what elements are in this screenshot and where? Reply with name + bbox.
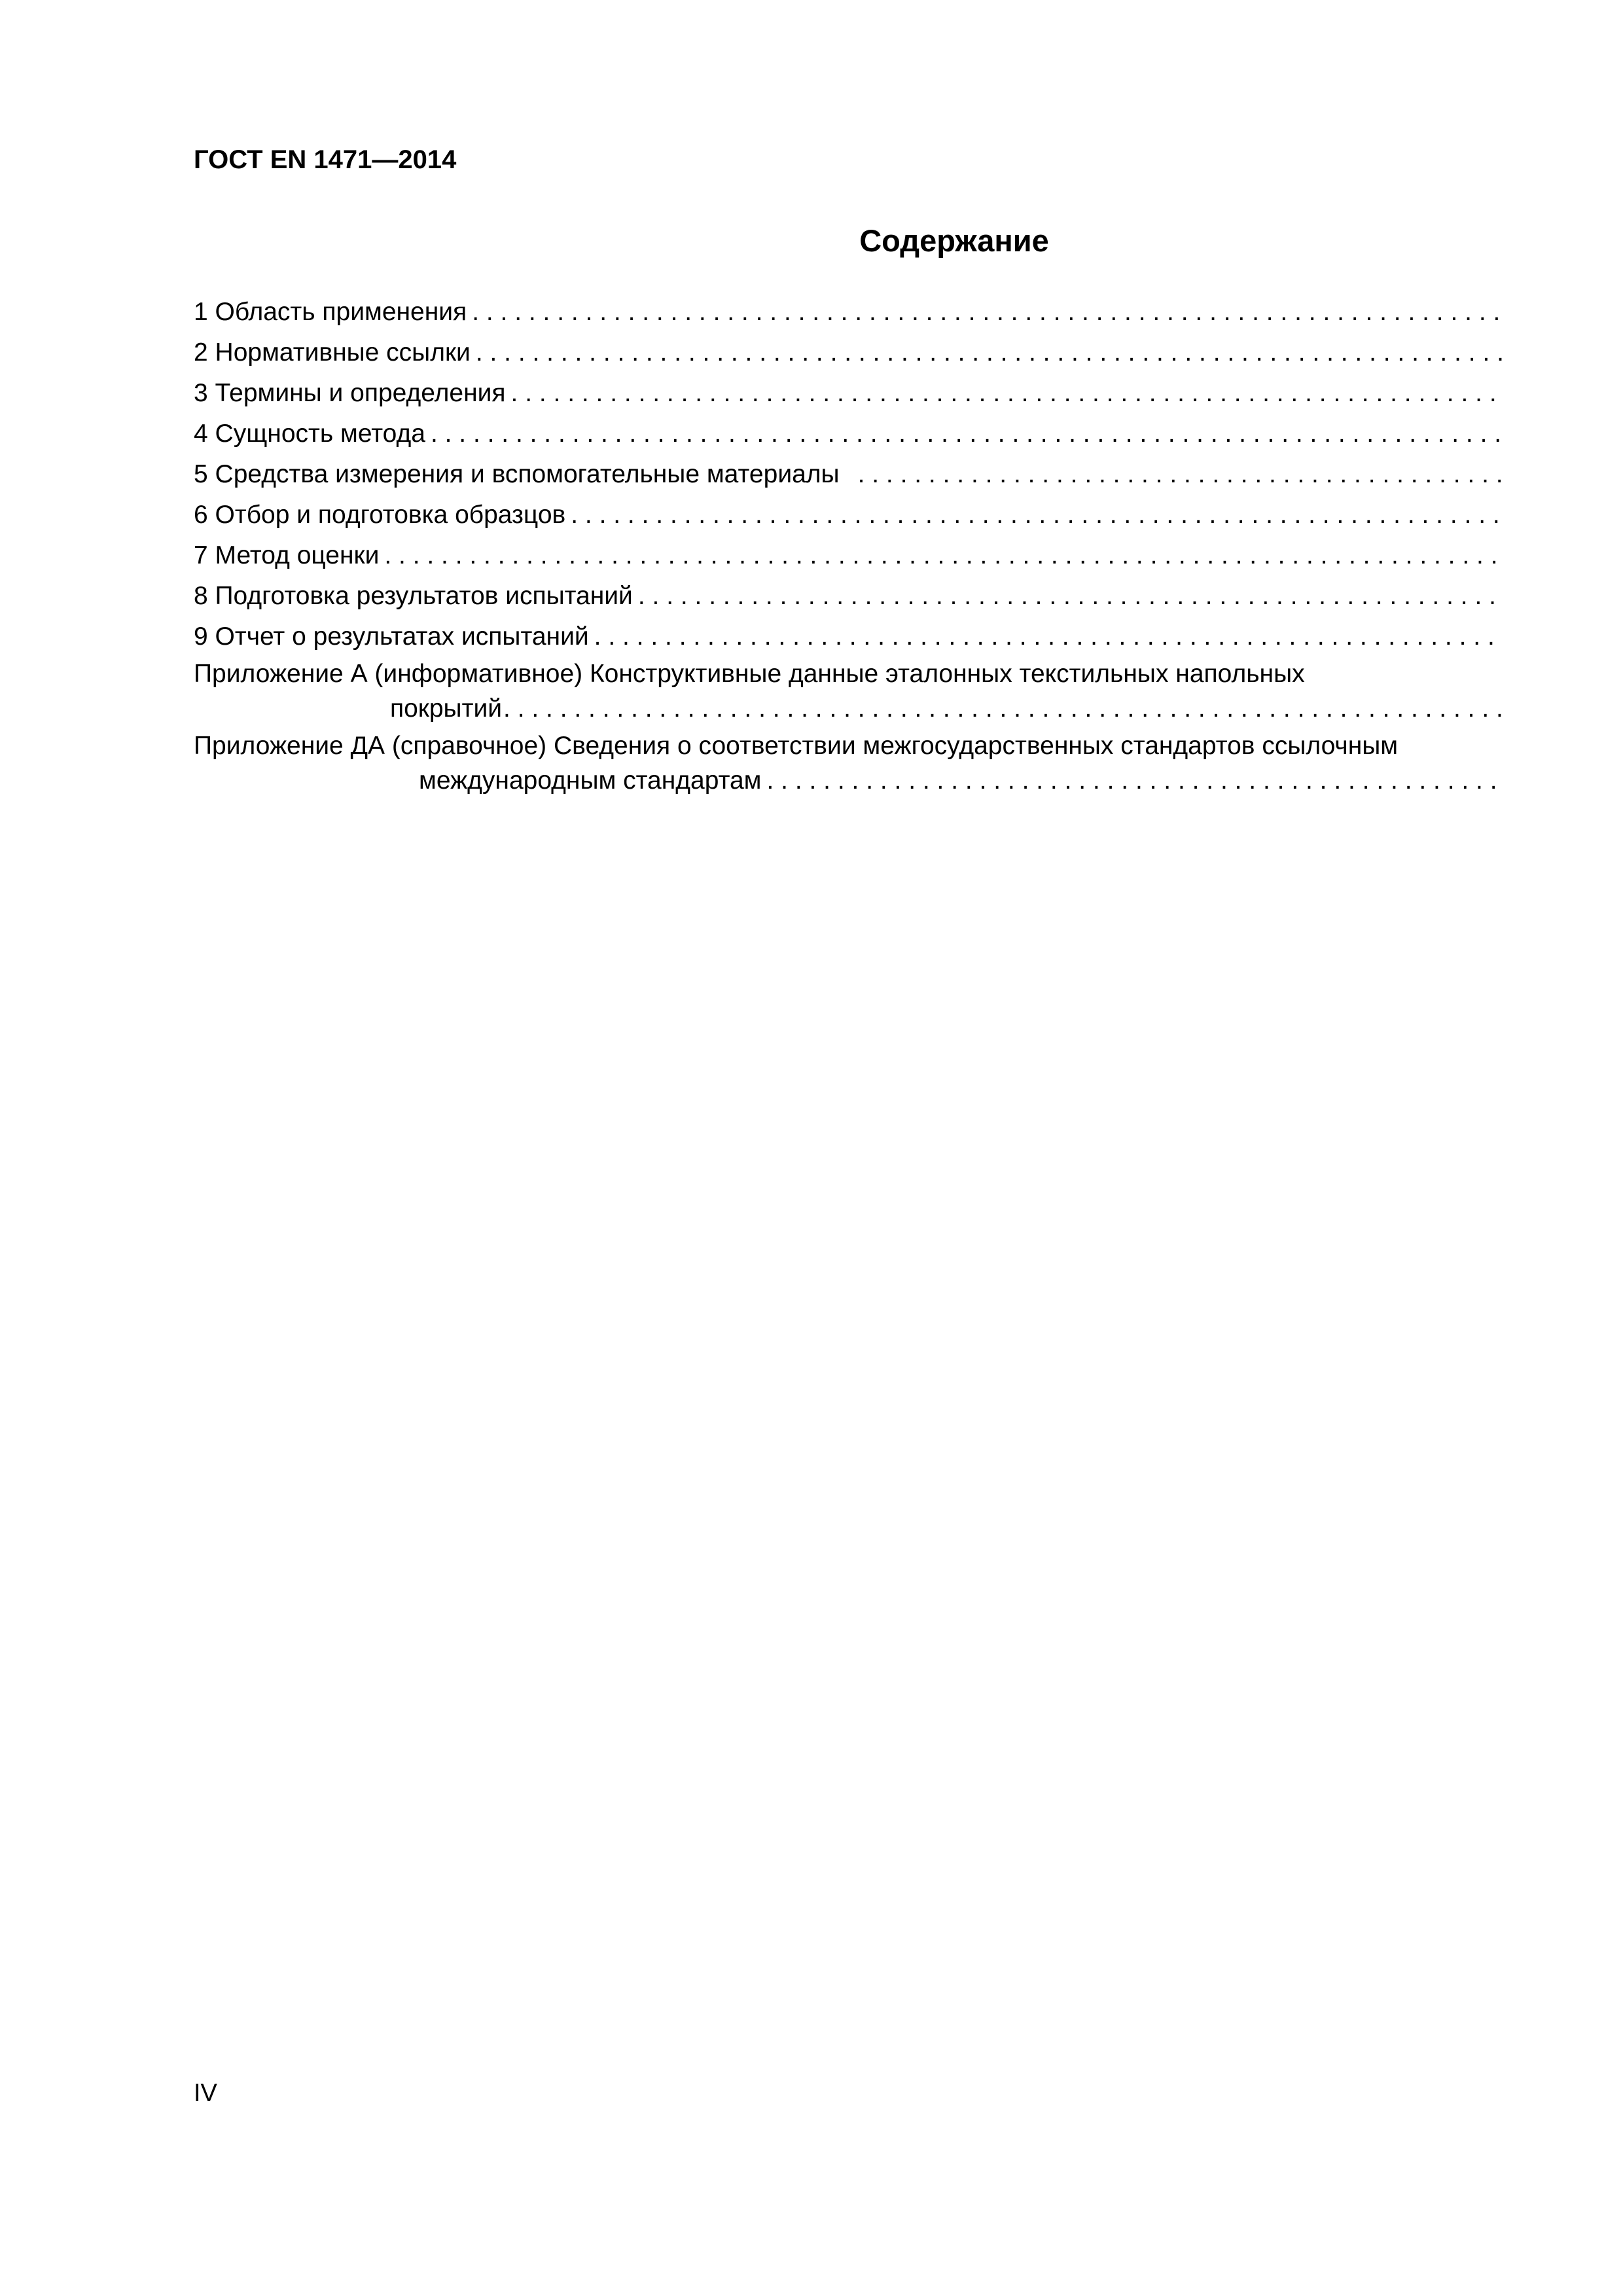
leader-dots — [476, 332, 1503, 373]
toc-entry[interactable]: 6 Отбор и подготовка образцов . . . — [194, 495, 1503, 535]
leader-dots — [503, 691, 1503, 726]
leader-dots — [638, 576, 1503, 617]
toc-entry[interactable]: 4 Сущность метода . . . — [194, 414, 1503, 454]
leader-dots — [858, 454, 1503, 495]
leader-dots — [767, 763, 1503, 798]
page-number: IV — [194, 2079, 217, 2107]
document-header: ГОСТ EN 1471—2014 — [194, 145, 457, 174]
leader-dots — [571, 495, 1503, 535]
table-of-contents — [194, 292, 1503, 798]
leader-dots — [384, 535, 1503, 576]
toc-entry[interactable]: 8 Подготовка результатов испытаний . . . — [194, 576, 1503, 617]
toc-entry[interactable]: 7 Метод оценки . . . — [194, 535, 1503, 576]
toc-entry[interactable]: 5 Средства измерения и вспомогательные материалы . . . — [194, 454, 1503, 495]
leader-dots — [431, 414, 1503, 454]
leader-dots — [594, 617, 1503, 657]
toc-entry[interactable]: 3 Термины и определения . . . — [194, 373, 1503, 414]
leader-dots — [511, 373, 1503, 414]
page-title: Содержание — [859, 223, 1049, 258]
leader-dots — [472, 292, 1503, 332]
toc-entry-annex-a[interactable]: Приложение А (информативное) Конструктивные данные эталонных текстильных напольных покрытий . . . — [194, 657, 1503, 726]
toc-entry[interactable]: 2 Нормативные ссылки . . . — [194, 332, 1503, 373]
toc-entry[interactable]: 9 Отчет о результатах испытаний . . . — [194, 617, 1503, 657]
toc-entry-annex-da[interactable]: Приложение ДА (справочное) Сведения о соответствии межгосударственных стандартов ссылочным международным стандартам . . . — [194, 729, 1503, 798]
toc-entry[interactable]: 1 Область применения . . . — [194, 292, 1503, 332]
